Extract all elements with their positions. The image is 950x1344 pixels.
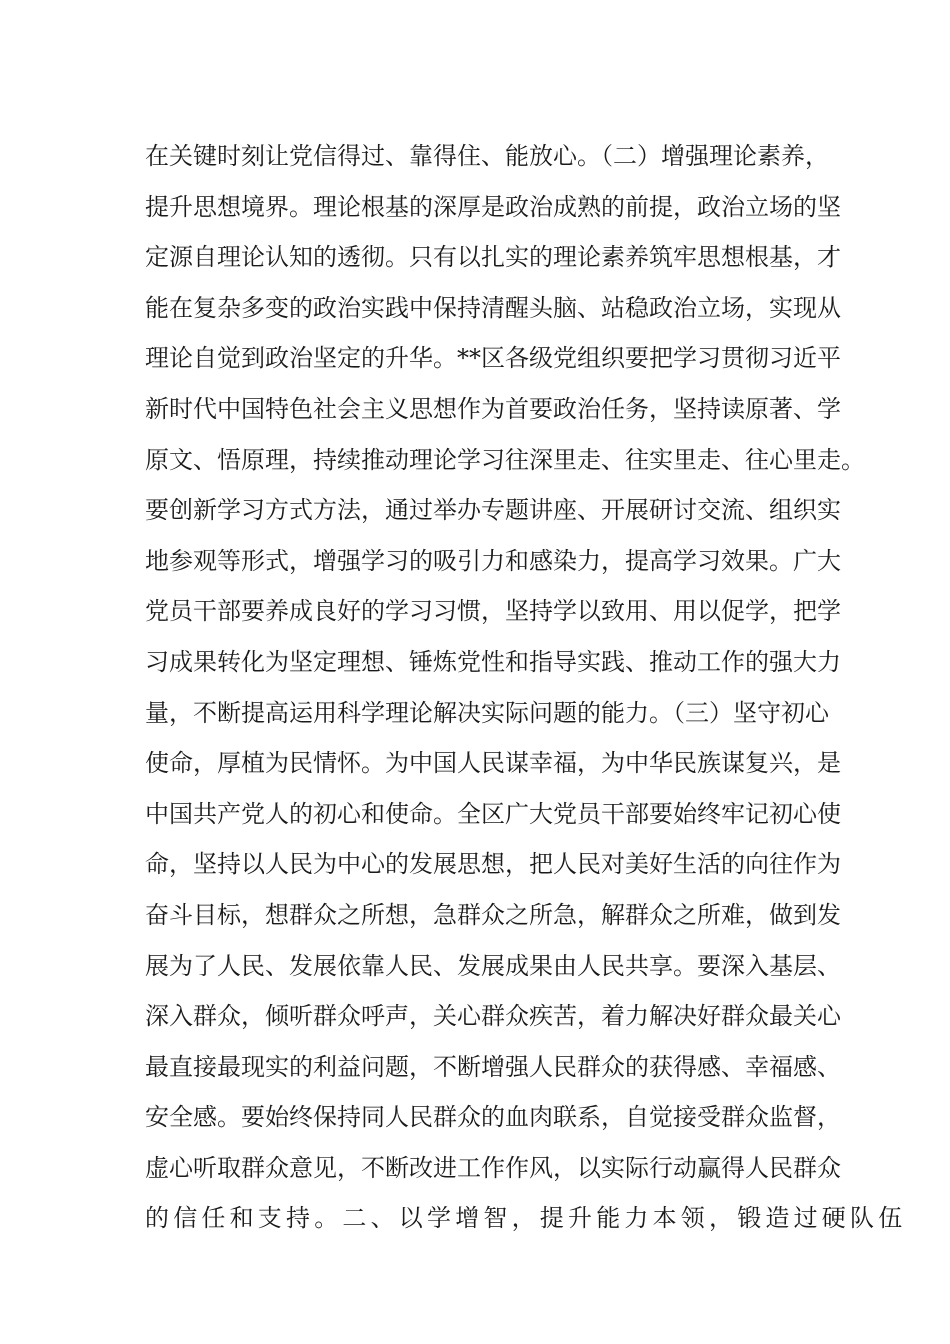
text-line: 地参观等形式，增强学习的吸引力和感染力，提高学习效果。广大 (145, 546, 841, 575)
text-line: 使命，厚植为民情怀。为中国人民谋幸福，为中华民族谋复兴，是 (145, 749, 841, 778)
text-line: 理论自觉到政治坚定的升华。**区各级党组织要把学习贯彻习近平 (145, 344, 841, 373)
text-line: 定源自理论认知的透彻。只有以扎实的理论素养筑牢思想根基，才 (145, 243, 841, 272)
text-line: 的信任和支持。二、以学增智，提升能力本领，锻造过硬队伍 (145, 1204, 907, 1233)
text-line: 要创新学习方式方法，通过举办专题讲座、开展研讨交流、组织实 (145, 496, 841, 525)
text-line: 奋斗目标，想群众之所想，急群众之所急，解群众之所难，做到发 (145, 900, 841, 929)
text-line: 提升思想境界。理论根基的深厚是政治成熟的前提，政治立场的坚 (145, 192, 841, 221)
text-line: 量，不断提高运用科学理论解决实际问题的能力。（三）坚守初心 (145, 698, 829, 727)
text-line: 中国共产党人的初心和使命。全区广大党员干部要始终牢记初心使 (145, 799, 841, 828)
text-line: 原文、悟原理，持续推动理论学习往深里走、往实里走、往心里走。 (145, 445, 865, 474)
body-text (145, 131, 907, 1244)
text-line: 在关键时刻让党信得过、靠得住、能放心。（二）增强理论素养， (145, 142, 829, 170)
text-line: 安全感。要始终保持同人民群众的血肉联系，自觉接受群众监督， (145, 1103, 841, 1132)
text-line: 新时代中国特色社会主义思想作为首要政治任务，坚持读原著、学 (145, 394, 841, 423)
text-line: 深入群众，倾听群众呼声，关心群众疾苦，着力解决好群众最关心 (145, 1002, 841, 1031)
text-line: 党员干部要养成良好的学习习惯，坚持学以致用、用以促学，把学 (145, 597, 841, 626)
text-line: 命，坚持以人民为中心的发展思想，把人民对美好生活的向往作为 (145, 850, 841, 879)
text-line: 能在复杂多变的政治实践中保持清醒头脑、站稳政治立场，实现从 (145, 293, 841, 322)
text-line: 虚心听取群众意见，不断改进工作作风，以实际行动赢得人民群众 (145, 1153, 841, 1182)
text-line: 最直接最现实的利益问题，不断增强人民群众的获得感、幸福感、 (145, 1052, 841, 1081)
text-line: 习成果转化为坚定理想、锤炼党性和指导实践、推动工作的强大力 (145, 647, 841, 676)
text-line: 展为了人民、发展依靠人民、发展成果由人民共享。要深入基层、 (145, 951, 841, 980)
